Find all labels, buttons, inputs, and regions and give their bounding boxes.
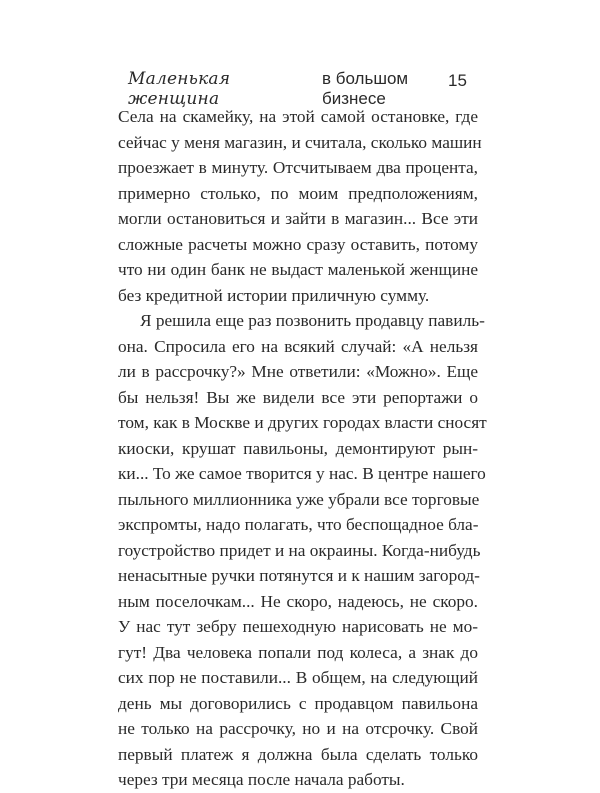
text-line: бы нельзя! Вы же видели все эти репортажи о xyxy=(118,387,478,407)
text-line: проезжает в минуту. Отсчитываем два процента, xyxy=(118,158,478,177)
text-line: сейчас у меня магазин, и считала, сколько машин xyxy=(118,132,482,152)
text-line: примерно столько, по моим предположениям, xyxy=(118,183,478,203)
text-line: ненасытные ручки потянутся и к нашим загород- xyxy=(118,566,480,585)
text-line: Я решила еще раз позвонить продавцу павиль- xyxy=(140,311,485,330)
text-line: день мы договорились с продавцом павильона xyxy=(118,693,478,713)
text-line: пыльного миллионника уже убрали все торговые xyxy=(118,489,480,509)
book-title-italic: Маленькая женщина xyxy=(128,69,231,109)
text-line: том, как в Москве и других городах власти сносят xyxy=(118,413,487,432)
text-line: Села на скамейку, на этой самой остановке, где xyxy=(118,107,478,126)
text-line: могли остановиться и зайти в магазин... Все эти xyxy=(118,209,478,228)
text-line: через три месяца после начала работы. xyxy=(118,770,405,789)
running-header xyxy=(128,69,468,109)
text-line: что ни один банк не выдаст маленькой женщине xyxy=(118,260,478,279)
text-line: сих пор не поставили... В общем, на следующий xyxy=(118,668,478,687)
text-line: сложные расчеты можно сразу оставить, потому xyxy=(118,234,478,254)
text-line: гут! Два человека попали под колеса, а знак до xyxy=(118,642,478,662)
text-line: без кредитной истории приличную сумму. xyxy=(118,285,430,305)
text-line: гоустройство придет и на окраины. Когда-нибудь xyxy=(118,540,481,560)
text-line: она. Спросила его на всякий случай: «А нельзя xyxy=(118,336,478,356)
text-line: ным поселочкам... Не скоро, надеюсь, не скоро. xyxy=(118,591,478,611)
body-text xyxy=(118,104,487,793)
text-line: экспромты, надо полагать, что беспощадное бла- xyxy=(118,515,479,534)
text-line: не только на рассрочку, но и на отсрочку. Свой xyxy=(118,719,478,738)
page-number: 15 xyxy=(448,71,467,90)
text-line: киоски, крушат павильоны, демонтируют рын- xyxy=(118,438,478,458)
text-line: первый платеж я должна была сделать только xyxy=(118,744,478,764)
book-title-rest: в большом бизнесе xyxy=(321,69,409,108)
text-line: У нас тут зебру пешеходную нарисовать не мо- xyxy=(118,617,478,636)
text-line: ки... То же самое творится у нас. В центре нашего xyxy=(118,464,486,483)
text-line: ли в рассрочку?» Мне ответили: «Можно». Еще xyxy=(118,362,478,381)
